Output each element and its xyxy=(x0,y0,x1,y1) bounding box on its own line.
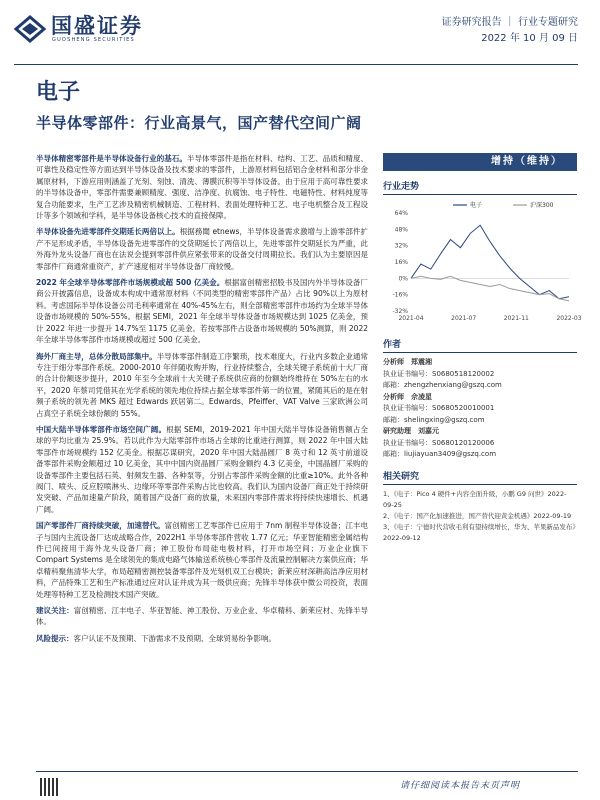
report-title: 半导体零部件：行业高景气，国产替代空间广阔 xyxy=(36,114,362,132)
paragraph: 2022 年全球半导体零部件市场规模或超 500 亿美金。根据富创精密招股书及国内外半导体设备厂商公开披露信息，设备成本构成中通常原材料（不同类型的精密零部件产品）占比 90%以上为原材料。考虑国际半导体设备公司毛利率通常在 40%-45%左右，则全部精密零部件市场约为全球半导体设备市场规模的 50%-55%。根据 SEMI，2021 年全球半导体设备市场规模达到 1025 亿美金，预计 2022 年进一步提升 14.7%至 1175 亿美金。若按零部件占设备市场规模的 50%测算，则 2022 年全球半导体零部件市场规模或超过 500 亿美金。 xyxy=(36,278,368,345)
paragraph: 半导体精密零部件是半导体设备行业的基石。半导体零部件是指在材料、结构、工艺、品质和精度、可靠性及稳定性等方面达到半导体设备及技术要求的零部件，上游原材料包括铝合金材料和部分非金属原材料，下游应用则涵盖了光刻、刻蚀、清洗、薄膜沉积等半导体设备。由于应用于高可靠性要求的半导体设备中，零部件需要兼顾精度、强度、洁净度、抗腐蚀、电子特性、电磁特性、材料纯度等复合功能要求，生产工艺涉及精密机械制造、工程材料、表面处理特种工艺、电子电机整合及工程设计等多个领域和学科，是半导体设备核心技术的直接保障。 xyxy=(36,154,369,221)
paragraph: 风险提示：客户认证不及预期、下游需求不及预期、全球贸易纷争影响。 xyxy=(36,633,276,643)
x-tick-label: 2021-07 xyxy=(451,315,477,322)
paragraph: 建议关注：富创精密、江丰电子、华亚智能、神工股份、万业企业、华卓精科、新莱应材、先锋半导体。 xyxy=(36,606,368,627)
y-tick-label: 16% xyxy=(394,259,408,266)
x-tick-label: 2021-04 xyxy=(398,315,424,322)
legend-label: 沪深300 xyxy=(530,202,554,209)
series-line-1 xyxy=(411,276,569,301)
related-heading: 相关研究 xyxy=(383,469,577,485)
analyst-block: 分析师 郑震湘 执业证书编号：S0680518120002 邮箱：zhengzhenxiang@gszq.com 分析师 佘凌星 执业证书编号：S0680520010001 邮箱：shelingxing@gszq.com 研究助理 刘嘉元 执业证书编号：S0680120120006 邮箱：liujiayuan3409@gszq.com xyxy=(383,358,502,458)
logo-subtext: GUOSHENG SECURITIES xyxy=(52,36,135,43)
related-list xyxy=(383,489,577,544)
rating-badge: 增持（维持） xyxy=(383,153,577,171)
x-tick-label: 2021-11 xyxy=(503,315,529,322)
y-tick-label: 32% xyxy=(394,242,408,250)
report-date: 2022 年 10 月 09 日 xyxy=(481,33,578,44)
trend-chart-svg xyxy=(383,199,582,329)
footer-divider xyxy=(36,771,578,772)
qr-code-icon xyxy=(40,778,58,796)
paragraph: 国产零部件厂商持续突破，加速替代。富创精密工艺零部件已应用于 7nm 制程半导体设备；江丰电子与国内主流设备厂达成战略合作，2022H1 半导体零部件营收 1.77 亿元；华亚智能精密金属结构件已间接用于海外龙头设备厂商；神工股份布局硅电极材料，打开市场空间；万业企业旗下 Compart Systems 是全球领先的集成电路气体输送系统核心零部件及流量控制解决方案供应商；华卓精科聚焦清华大学，布局超精密测控装备零部件及光刻机双工台模块；新莱应材深耕高洁净应用材料，产品特殊工艺和生产标准通过应对认证并成为其一级供应商；先锋半导体获中微公司投资，表面处理等特种工艺及检测技术国产突破。 xyxy=(36,521,368,599)
legend-label: 电子 xyxy=(470,202,483,209)
trend-chart xyxy=(383,199,582,329)
guosheng-logo-icon xyxy=(14,15,46,43)
trend-heading: 行业走势 xyxy=(383,179,577,195)
report-type: 证券研究报告 ｜ 行业专题研究 xyxy=(441,17,578,28)
footer xyxy=(0,766,600,800)
footer-disclaimer: 请仔细阅读本报告末页声明 xyxy=(399,781,520,791)
y-tick-label: -32% xyxy=(392,308,408,315)
x-tick-label: 2022-03 xyxy=(556,315,582,322)
industry-name: 电子 xyxy=(36,80,81,105)
paragraph: 半导体设备先进零部件交期延长两倍以上。根据務聞 etnews，半导体设备需求激增与上游零部件扩产不足形成矛盾，半导体设备先进零部件的交货期延长了两倍以上，先进零部件交期延长为严重，此外海外龙头设备厂商也在法说会提到零部件供应紧张带来的设备交付周期拉长。我们认为主要原因是零部件厂商通常重资产，扩产速度相对半导体设备厂商较慢。 xyxy=(36,227,368,271)
logo-text: 国盛证券 xyxy=(51,13,143,38)
related-item[interactable]: 3、《电子：宁德时代营收毛利有望持续增长，华为、苹果新品发布》2022-09-12 xyxy=(383,522,576,542)
y-tick-label: 0% xyxy=(398,275,408,283)
series-line-0 xyxy=(411,225,569,299)
analysts-heading: 作者 xyxy=(383,337,577,353)
paragraph: 海外厂商主导，总体分散局部集中。半导体零部件制造工序繁琐，技术难度大，行业内多数企业通常专注于细分零部件系统。2000-2010 年伴随收购并购，行业持续整合，全球关键子系统前十大厂商的合计份额逐步提升，2010 年至今全球前十大关键子系统供应商的份额始终维持在 50%左右的水平，2020 年蔡司凭借其在光学系统的领先地位持续占据全球零部件第一的位置，紧随其后的是在射频子系统的领先者 MKS 超过 Edwards 跃居第二。Edwards、Pfeiffer、VAT Valve 三家欧洲公司占真空子系统全球份额的 55%。 xyxy=(36,351,369,418)
header-divider xyxy=(14,64,578,65)
y-tick-label: 64% xyxy=(394,210,408,217)
sidebar xyxy=(383,153,582,544)
report-header xyxy=(0,0,600,66)
report-body xyxy=(36,153,368,649)
logo xyxy=(14,15,143,43)
y-tick-label: 48% xyxy=(394,226,408,234)
related-item[interactable]: 1、《电子：Pico 4 硬件+内容全面升级，小鹏 G9 问世》2022-09-25 xyxy=(383,489,567,509)
paragraph: 中国大陆半导体零部件市场空间广阔。根据 SEMI，2019-2021 年中国大陆半导体设备销售额占全球的平均比重为 25.9%。若以此作为大陆零部件市场占全球的比重进行测算，则 2022 年中国大陆零部件市场规模约 152 亿美金。根据芯谋研究，2020 年中国大陆晶圆厂 8 英寸和 12 英寸前道设备零部件采购金额超过 10 亿美金，其中中国内资晶圆厂采购金额约 4.3 亿美金，中国晶圆厂采购的设备零部件主要包括石英、射频发生器、各种泵等，分别占零部件采购金额的比重≥10%。此外各种阀门、喷头、反应腔喷淋头、边缘环等零部件采购占比也较高。我们认为国内设备厂商正处于持续研发突破、产品加速量产阶段，随着国产设备厂商的放量，未来国内零部件需求将持续快速增长、机遇广阔。 xyxy=(36,424,368,514)
related-item[interactable]: 2、《电子：国产化加速推进，国产替代迎黄金机遇》2022-09-19 xyxy=(383,511,572,520)
y-tick-label: -16% xyxy=(392,291,408,299)
